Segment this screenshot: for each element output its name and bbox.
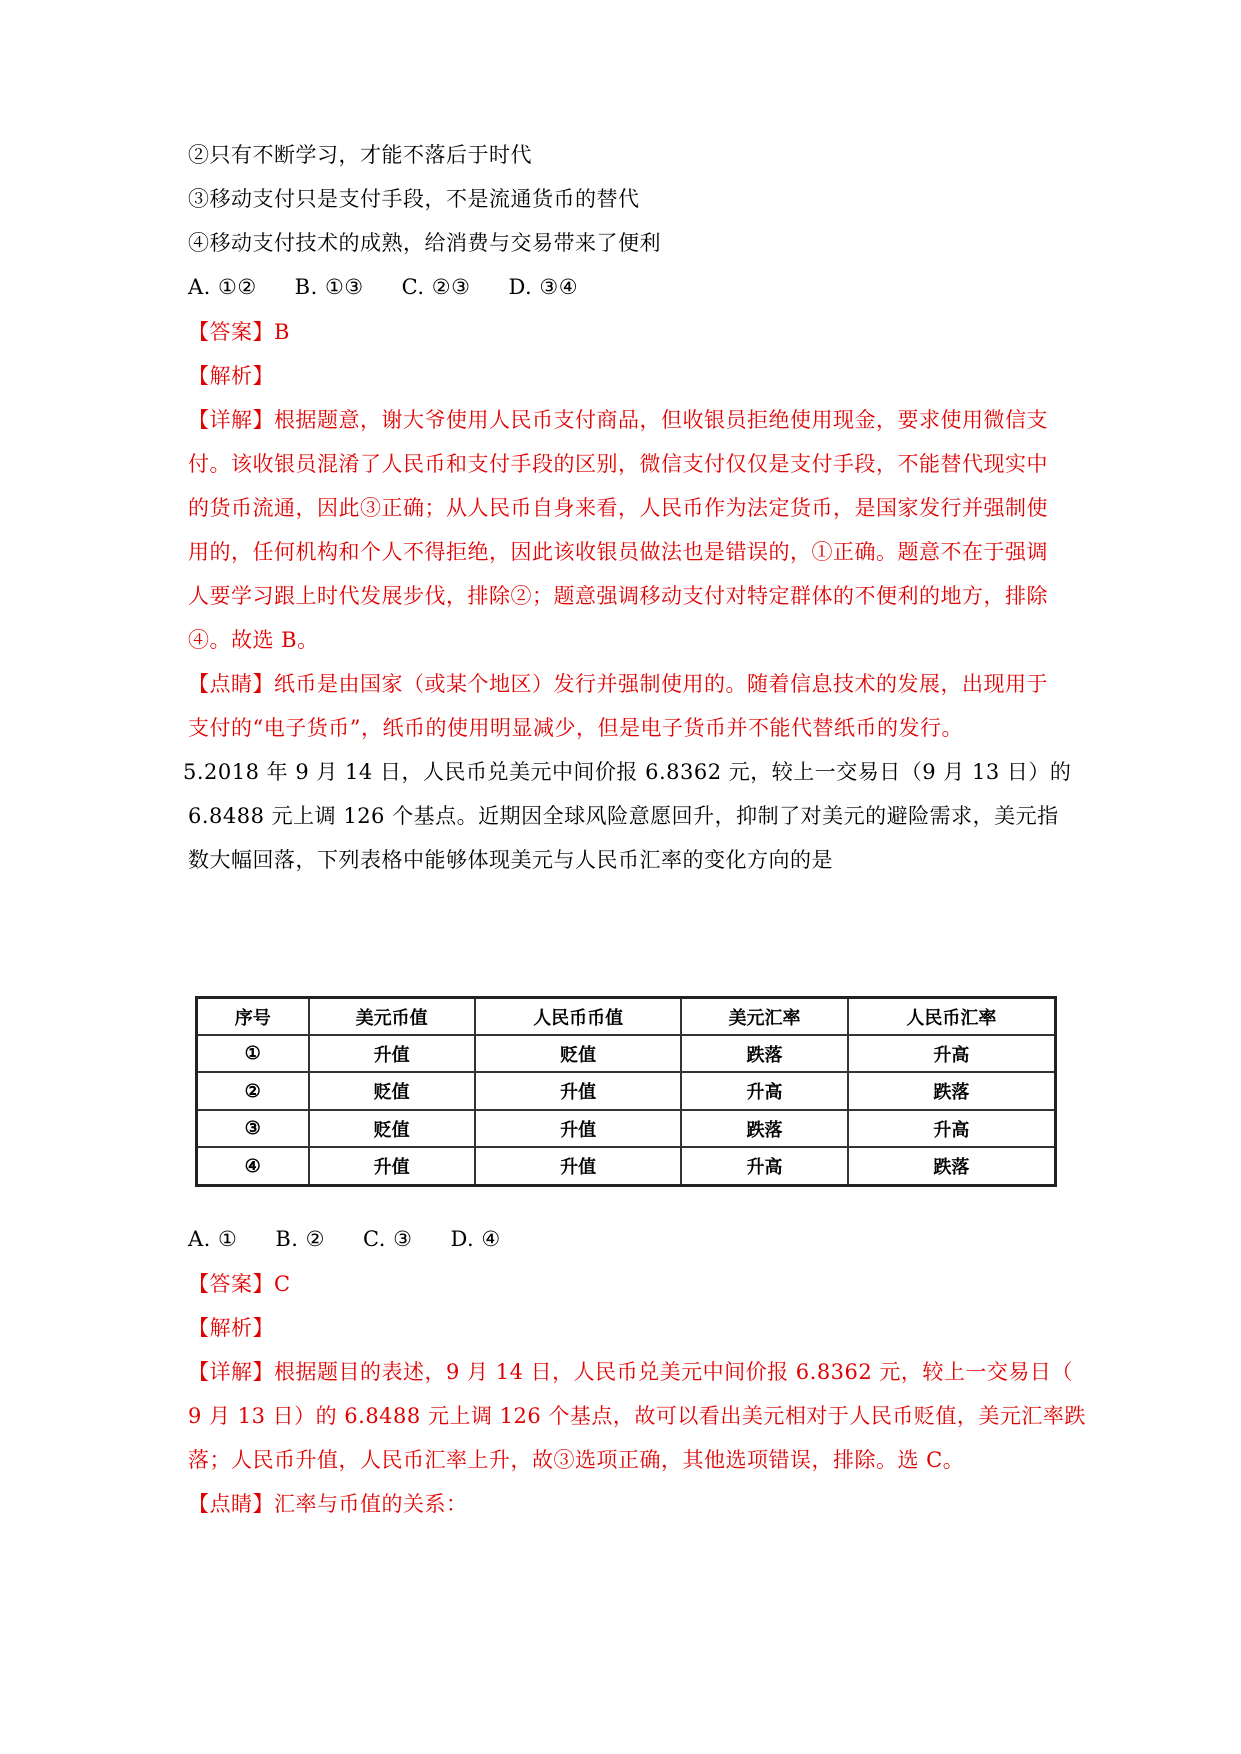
q4-option-2: ②只有不断学习，才能不落后于时代 [188,143,532,167]
table-cell: 跌落 [848,1147,1056,1185]
table-header: 序号 [197,998,309,1036]
table-cell: 升高 [848,1110,1056,1147]
exchange-rate-table [195,996,1057,1187]
table-cell: 升值 [475,1110,682,1147]
q4-detail-line: 用的，任何机构和个人不得拒绝，因此该收银员做法也是错误的，①正确。题意不在于强调 [188,540,1048,564]
q4-detail-line: 【详解】根据题意，谢大爷使用人民币支付商品，但收银员拒绝使用现金，要求使用微信支 [188,408,1048,432]
table-header: 人民币币值 [475,998,682,1036]
q5-analysis-heading: 【解析】 [188,1316,274,1340]
q5-detail-line: 落；人民币升值，人民币汇率上升，故③选项正确，其他选项错误，排除。选 C。 [188,1448,965,1472]
q4-choices [188,273,578,301]
table-cell: 升高 [681,1072,847,1109]
table-cell: ① [197,1035,309,1072]
table-cell: 跌落 [681,1110,847,1147]
table-cell: ③ [197,1110,309,1147]
table-cell: 升高 [681,1147,847,1185]
table-cell: 贬值 [309,1110,475,1147]
q5-choice-d: D. ④ [450,1227,501,1251]
q4-analysis-heading: 【解析】 [188,364,274,388]
q4-choice-b: B. ①③ [294,275,364,299]
q5-choices [188,1225,501,1253]
q4-choice-a: A. ①② [188,275,257,299]
table-cell: ④ [197,1147,309,1185]
table-cell: 跌落 [681,1035,847,1072]
q4-detail-line: ④。故选 B。 [188,628,319,652]
table-cell: 升值 [309,1035,475,1072]
table-row [197,1147,1056,1185]
table-cell: 升值 [475,1072,682,1109]
q5-stem-line: 6.8488 元上调 126 个基点。近期因全球风险意愿回升，抑制了对美元的避险需求，美元指 [188,804,1059,828]
q4-option-3: ③移动支付只是支付手段，不是流通货币的替代 [188,187,640,211]
table-row [197,1110,1056,1147]
table-header: 美元币值 [309,998,475,1036]
q4-option-4: ④移动支付技术的成熟，给消费与交易带来了便利 [188,231,661,255]
table-cell: ② [197,1072,309,1109]
table-header-row [197,998,1056,1036]
q4-detail-line: 的货币流通，因此③正确；从人民币自身来看，人民币作为法定货币，是国家发行并强制使 [188,496,1048,520]
table-cell: 跌落 [848,1072,1056,1109]
q5-answer: 【答案】C [188,1272,291,1296]
q5-stem-line: 数大幅回落，下列表格中能够体现美元与人民币汇率的变化方向的是 [188,848,833,872]
q4-detail-line: 付。该收银员混淆了人民币和支付手段的区别，微信支付仅仅是支付手段，不能替代现实中 [188,452,1048,476]
table-cell: 贬值 [475,1035,682,1072]
table-header: 人民币汇率 [848,998,1056,1036]
q4-note-line: 【点睛】纸币是由国家（或某个地区）发行并强制使用的。随着信息技术的发展，出现用于 [188,672,1048,696]
q5-note: 【点睛】汇率与币值的关系： [188,1492,468,1516]
q5-stem-line: 5.2018 年 9 月 14 日，人民币兑美元中间价报 6.8362 元，较上一交易日（9 月 13 日）的 [183,760,1072,784]
table-cell: 升值 [309,1147,475,1185]
q5-detail-line: 【详解】根据题目的表述，9 月 14 日，人民币兑美元中间价报 6.8362 元，较上一交易日（ [188,1360,1073,1384]
q4-answer: 【答案】B [188,320,290,344]
table-header: 美元汇率 [681,998,847,1036]
q5-choice-a: A. ① [188,1227,238,1251]
q5-choice-b: B. ② [275,1227,325,1251]
q4-choice-d: D. ③④ [508,275,579,299]
table-row [197,1035,1056,1072]
q4-detail-line: 人要学习跟上时代发展步伐，排除②；题意强调移动支付对特定群体的不便利的地方，排除 [188,584,1048,608]
q4-note-line: 支付的“电子货币”，纸币的使用明显减少，但是电子货币并不能代替纸币的发行。 [188,716,963,740]
table-cell: 贬值 [309,1072,475,1109]
table-cell: 升值 [475,1147,682,1185]
q5-detail-line: 9 月 13 日）的 6.8488 元上调 126 个基点，故可以看出美元相对于人民币贬值，美元汇率跌 [188,1404,1086,1428]
q4-choice-c: C. ②③ [401,275,471,299]
table-row [197,1072,1056,1109]
q5-choice-c: C. ③ [362,1227,413,1251]
table-cell: 升高 [848,1035,1056,1072]
